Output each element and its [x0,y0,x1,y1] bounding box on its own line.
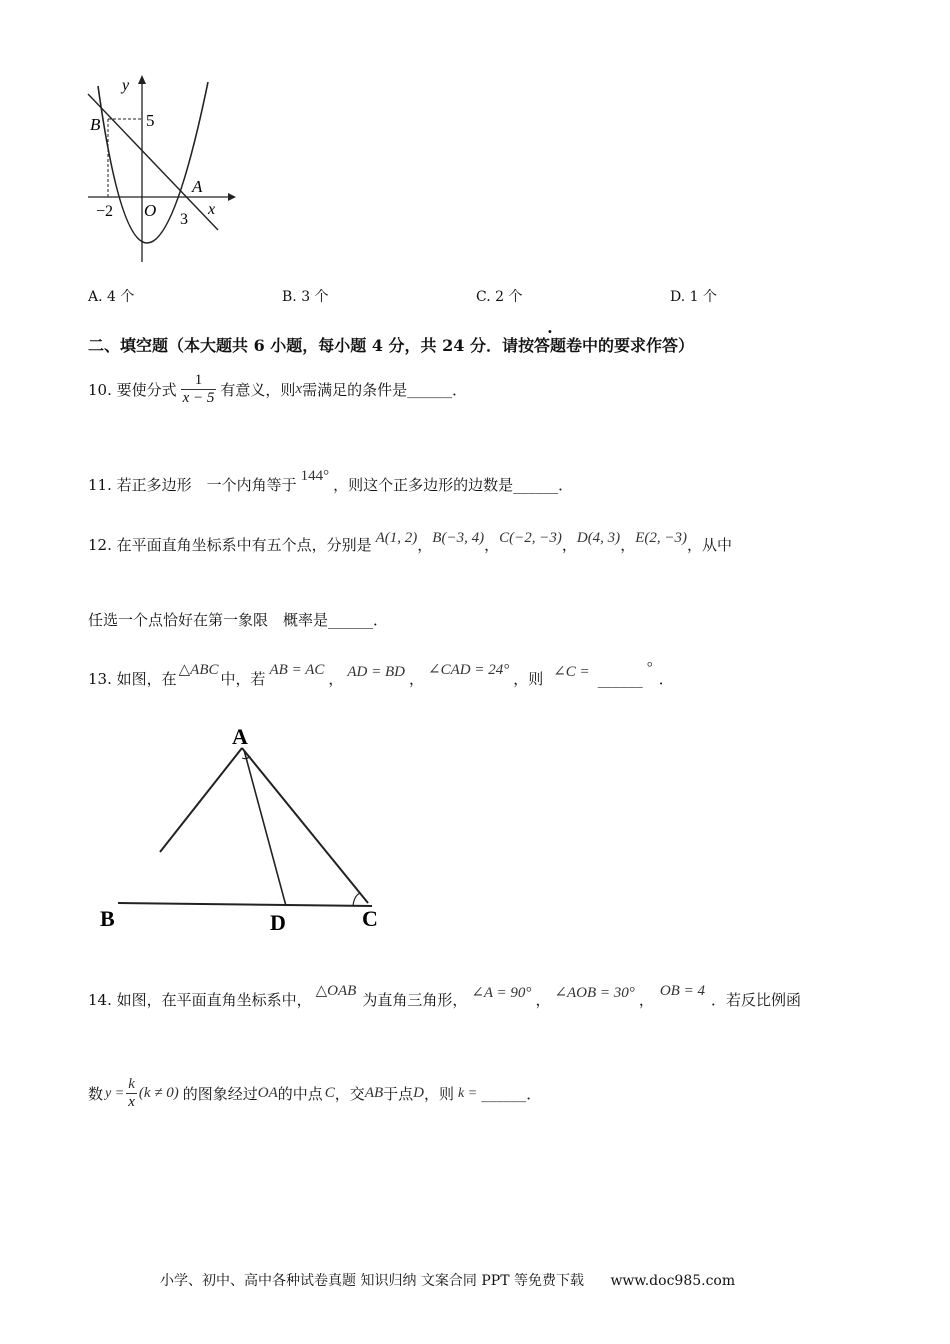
q12-sep-4: ， [620,536,636,554]
q12-start: 12. 在平面直角坐标系中有五个点，分别是 [88,536,372,554]
q12-end: ． [373,611,389,629]
q13-triangle: △ABC [178,662,219,678]
q11-text1: 11. 若正多边形 一个内角等于 [88,476,297,494]
question-14-line1 [88,983,801,1010]
q13-then: ，则 [513,670,544,688]
q13-end: ． [658,670,674,688]
footer [160,1270,735,1290]
question-13 [88,660,674,689]
q11-blank: ______ [513,476,559,494]
q14-text-d: 于点 [383,1085,414,1103]
q14-c: C [324,1085,335,1101]
choice-c: C. 2 个 [476,289,523,305]
q14-end: ． [526,1085,542,1103]
q13-cond-2: AD = BD [347,664,405,680]
q14-tail: ．若反比例函 [710,991,801,1009]
vertex-label-c: C [362,906,378,931]
q14-func-fraction [126,1076,137,1111]
parabola-line-graph [80,72,240,272]
q14-func-lhs: y = [105,1085,125,1101]
footer-text: 小学、初中、高中各种试卷真题 知识归纳 文案合同 PPT 等免费下载 [160,1273,584,1289]
graph-label-b: B [90,115,101,134]
q14-text-e: ，则 [424,1085,455,1103]
q14-text-c: ，交 [334,1085,365,1103]
vertex-label-d: D [270,910,286,935]
question-14-line2 [88,1076,541,1111]
q11-text2: ，则这个正多边形的边数是 [333,476,514,494]
q14-cond-1: ∠A = 90° [471,985,532,1001]
q14-mid: 为直角三角形， [362,991,468,1009]
q14-func-den: x [128,1094,135,1110]
segment-ad [244,750,286,906]
section-heading-suffix: 卷中的要求作答） [565,336,694,355]
triangle-figure [96,720,396,940]
q12-point-d: D(4, 3) [576,530,621,546]
graph-tick-5: 5 [146,111,155,130]
q13-sep-2: ， [409,670,425,688]
footer-url[interactable]: www.doc985.com [610,1273,736,1289]
q14-line2-start: 数 [88,1085,104,1103]
section-heading [88,333,694,356]
q12-sep-3: ， [561,536,577,554]
q14-sep-2: ， [638,991,654,1009]
q14-text-b: 的中点 [277,1085,323,1103]
question-11 [88,468,574,495]
q13-sep-1: ， [328,670,344,688]
graph-label-y: y [122,77,130,94]
q12-point-a: A(1, 2) [375,530,418,546]
q12-line1-end: ，从中 [686,536,732,554]
q14-number: 14. 如图，在平面直角坐标系中， [88,991,312,1009]
angle-mark-c [353,893,360,906]
q14-text-a: 的图象经过 [182,1085,258,1103]
graph-tick-3: 3 [180,211,188,228]
q10-var: x [295,381,303,397]
q13-cond-1: AB = AC [269,662,325,678]
choice-a: A. 4 个 [88,289,135,305]
q14-blank: ______ [481,1084,527,1103]
q13-mid: 中，若 [220,670,266,688]
q10-end: ． [452,381,468,399]
q10-frac-den: x − 5 [182,390,215,406]
q11-end: ． [558,476,574,494]
graph-label-x: x [208,201,216,218]
q14-sep-1: ， [535,991,551,1009]
q11-angle: 144° [300,468,330,484]
graph-tick-neg2: −2 [96,203,114,220]
q14-triangle: △OAB [315,983,357,999]
q14-func-num: k [128,1076,135,1092]
question-10 [88,372,467,407]
q14-func-cond: (k ≠ 0) [138,1085,179,1101]
x-axis-arrow [228,193,236,201]
q14-cond-2: ∠AOB = 30° [554,985,635,1001]
q13-number: 13. 如图，在 [88,670,177,688]
q12-blank: ______ [328,611,374,629]
question-12-line1 [88,530,732,555]
section-heading-prefix: 二、填空题（本大题共 6 小题，每小题 4 分，共 24 分．请按 [88,336,534,355]
side-ab [160,748,242,852]
graph-label-a: A [192,177,203,196]
side-bc [118,903,372,906]
q12-point-b: B(−3, 4) [432,530,485,546]
q10-mid: 有意义，则 [220,381,296,399]
question-12-line2 [88,609,388,630]
q14-oa: OA [257,1085,278,1101]
side-ac [242,748,368,903]
vertex-label-b: B [100,906,115,931]
q10-tail: 需满足的条件是 [302,381,408,399]
q13-cond-3: ∠CAD = 24° [428,662,510,678]
q13-ask: ∠C = [553,664,590,680]
q12-point-e: E(2, −3) [635,530,687,546]
vertex-label-a: A [232,724,248,749]
choice-d: D. 1 个 [670,289,717,305]
q13-blank: ______ [597,670,643,688]
q14-cond-3: OB = 4 [659,983,705,999]
q10-number: 10. 要使分式 [88,381,177,399]
q14-k-eq: k = [458,1085,478,1101]
y-axis-arrow [138,75,146,84]
q14-ab: AB [364,1085,384,1101]
q12-point-c: C(−2, −3) [499,530,562,546]
section-heading-emphasis: 答题 [533,336,566,355]
q13-degree: ° [646,660,653,676]
q12-sep-2: ， [484,536,500,554]
q14-d: D [413,1085,424,1101]
graph-label-o: O [144,201,157,220]
choice-b: B. 3 个 [282,289,329,305]
q12-line2: 任选一个点恰好在第一象限 概率是 [88,611,329,629]
q10-frac-num: 1 [181,372,217,390]
q12-sep-1: ， [417,536,433,554]
q10-blank: ______ [407,380,453,399]
q10-fraction [181,372,217,407]
